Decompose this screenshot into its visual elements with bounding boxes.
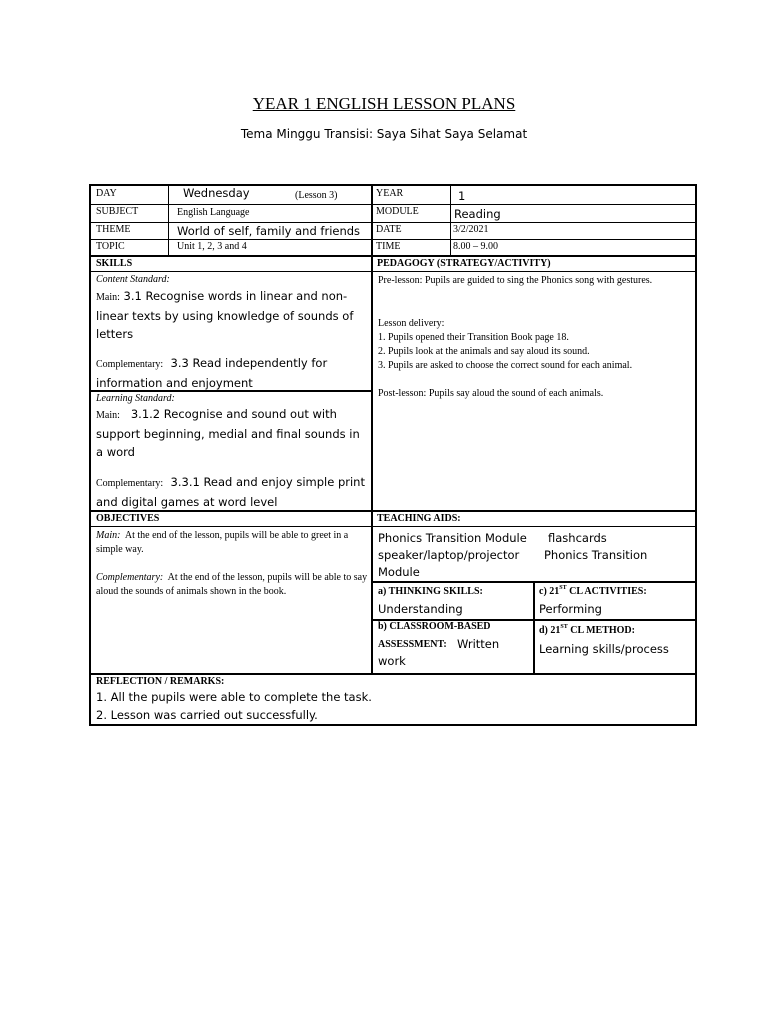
teaching-aid: Phonics Transition Module bbox=[378, 531, 527, 545]
pedagogy-header: PEDAGOGY (STRATEGY/ACTIVITY) bbox=[377, 258, 551, 269]
assessment-value: Written bbox=[457, 637, 500, 651]
learning-standard-main: Main: 3.1.2 Recognise and sound out with support beginning, medial and final sounds in a word bbox=[96, 407, 360, 459]
delivery-step: 1. Pupils opened their Transition Book page 18. bbox=[378, 332, 569, 343]
subject-value: English Language bbox=[177, 207, 250, 218]
assessment-value: work bbox=[378, 654, 406, 668]
delivery-step: 2. Pupils look at the animals and say aloud its sound. bbox=[378, 346, 590, 357]
module-label: MODULE bbox=[376, 206, 419, 217]
year-label: YEAR bbox=[376, 188, 404, 199]
page-title: YEAR 1 ENGLISH LESSON PLANS bbox=[252, 94, 516, 113]
reflection-header: REFLECTION / REMARKS: bbox=[96, 676, 225, 687]
topic-label: TOPIC bbox=[96, 241, 125, 252]
subject-label: SUBJECT bbox=[96, 206, 139, 217]
skills-header: SKILLS bbox=[96, 258, 133, 269]
delivery-step: 3. Pupils are asked to choose the correct sound for each animal. bbox=[378, 360, 633, 371]
learning-standard-label: Learning Standard: bbox=[96, 393, 175, 404]
lesson-plan-table bbox=[89, 184, 697, 726]
time-label: TIME bbox=[376, 241, 401, 252]
thinking-skills-label: a) THINKING SKILLS: bbox=[378, 586, 483, 597]
content-standard-complementary: Complementary: 3.3 Read independently for information and enjoyment bbox=[96, 356, 328, 390]
post-lesson: Post-lesson: Pupils say aloud the sound of each animals. bbox=[378, 388, 604, 399]
topic-value: Unit 1, 2, 3 and 4 bbox=[177, 241, 247, 252]
reflection-item: 2. Lesson was carried out successfully. bbox=[96, 708, 318, 722]
cl-method-value: Learning skills/process bbox=[539, 642, 669, 656]
time-value: 8.00 – 9.00 bbox=[453, 241, 498, 252]
objective-complementary: Complementary: At the end of the lesson, pupils will be able to say aloud the sounds of animals shown in the book. bbox=[96, 572, 368, 597]
assessment-label: b) CLASSROOM-BASED bbox=[378, 621, 491, 632]
reflection-item: 1. All the pupils were able to complete the task. bbox=[96, 690, 372, 704]
lesson-number: (Lesson 3) bbox=[295, 190, 338, 201]
page-subtitle: Tema Minggu Transisi: Saya Sihat Saya Selamat bbox=[240, 127, 528, 141]
teaching-aid: Phonics Transition bbox=[544, 548, 648, 562]
theme-value: World of self, family and friends bbox=[177, 224, 361, 238]
theme-label: THEME bbox=[96, 224, 131, 235]
teaching-aid: Module bbox=[378, 565, 420, 579]
cl-activities-label: c) 21ST CL ACTIVITIES: bbox=[539, 585, 647, 597]
teaching-aids-header: TEACHING AIDS: bbox=[377, 513, 461, 524]
date-label: DATE bbox=[376, 224, 402, 235]
day-label: DAY bbox=[96, 188, 117, 199]
cl-method-label: d) 21ST CL METHOD: bbox=[539, 624, 635, 636]
objectives-header: OBJECTIVES bbox=[96, 513, 160, 524]
content-standard-label: Content Standard: bbox=[96, 274, 170, 285]
pre-lesson: Pre-lesson: Pupils are guided to sing the Phonics song with gestures. bbox=[378, 275, 653, 286]
thinking-skills-value: Understanding bbox=[378, 602, 463, 616]
year-value: 1 bbox=[458, 189, 466, 203]
delivery-label: Lesson delivery: bbox=[378, 318, 445, 329]
learning-standard-complementary: Complementary: 3.3.1 Read and enjoy simple print and digital games at word level bbox=[96, 475, 365, 509]
assessment-label: ASSESSMENT: bbox=[378, 639, 447, 650]
teaching-aid: speaker/laptop/projector bbox=[378, 548, 520, 562]
module-value: Reading bbox=[454, 207, 501, 221]
content-standard-main: Main: 3.1 Recognise words in linear and non-linear texts by using knowledge of sounds of letters bbox=[96, 289, 354, 341]
day-value: Wednesday bbox=[183, 186, 250, 200]
cl-activities-value: Performing bbox=[539, 602, 602, 616]
teaching-aid: flashcards bbox=[548, 531, 607, 545]
objective-main: Main: At the end of the lesson, pupils will be able to greet in a simple way. bbox=[96, 530, 349, 555]
date-value: 3/2/2021 bbox=[453, 224, 489, 235]
